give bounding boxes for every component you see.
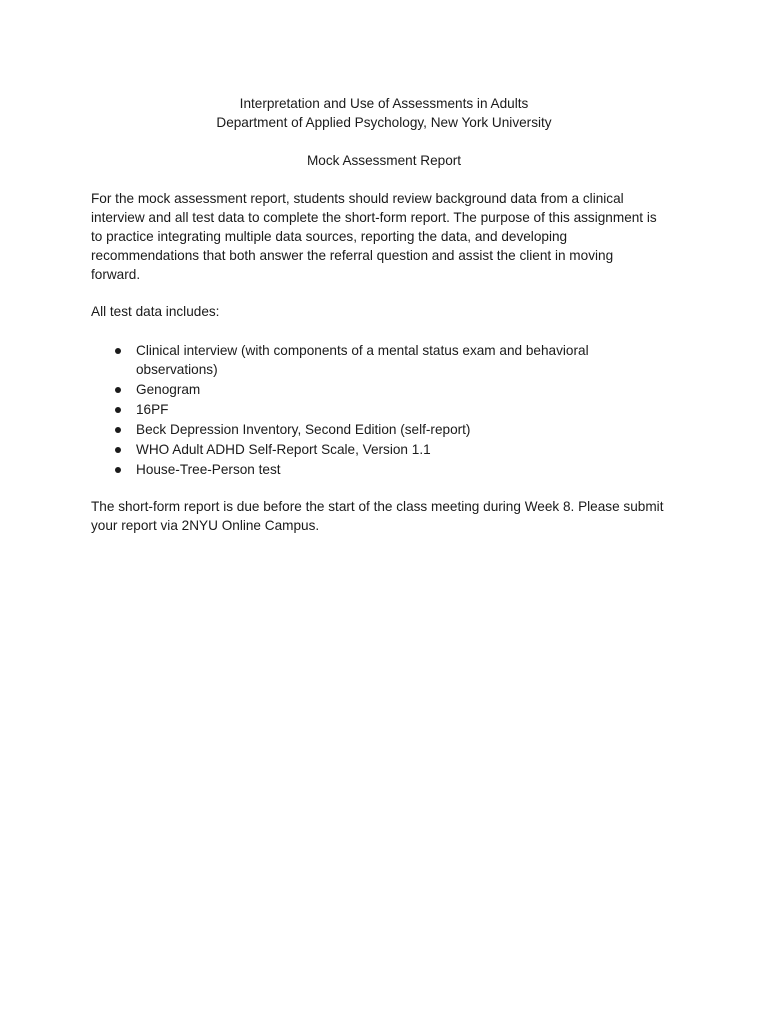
department-line: Department of Applied Psychology, New York University bbox=[216, 115, 552, 130]
list-item bbox=[91, 420, 681, 439]
bullet-icon bbox=[115, 427, 121, 433]
list-item-text: Beck Depression Inventory, Second Edition (self-report) bbox=[136, 422, 471, 437]
list-item-text: 16PF bbox=[136, 402, 169, 417]
intro-line: interview and all test data to complete the short-form report. The purpose of this assignment is bbox=[91, 210, 657, 225]
list-item-text: observations) bbox=[136, 362, 218, 377]
report-title: Mock Assessment Report bbox=[306, 153, 462, 168]
bullet-icon bbox=[115, 467, 121, 473]
intro-line: recommendations that both answer the referral question and assist the client in moving bbox=[91, 248, 614, 263]
list-item-text: Clinical interview (with components of a mental status exam and behavioral bbox=[136, 343, 589, 358]
bullet-icon bbox=[115, 447, 121, 453]
bullet-icon bbox=[115, 348, 121, 354]
closing-line: The short-form report is due before the start of the class meeting during Week 8. Please submit bbox=[91, 499, 664, 514]
list-item bbox=[91, 440, 681, 459]
closing-paragraph bbox=[91, 497, 691, 535]
document-header bbox=[0, 94, 768, 132]
list-item bbox=[91, 460, 681, 479]
list-item bbox=[91, 341, 681, 379]
intro-line: forward. bbox=[91, 267, 141, 282]
test-data-list bbox=[91, 341, 681, 480]
bullet-icon bbox=[115, 407, 121, 413]
intro-paragraph bbox=[91, 189, 681, 284]
list-item-text: House-Tree-Person test bbox=[136, 462, 281, 477]
list-item-text: Genogram bbox=[136, 382, 201, 397]
closing-line: your report via 2NYU Online Campus. bbox=[91, 518, 320, 533]
list-item bbox=[91, 380, 681, 399]
bullet-icon bbox=[115, 387, 121, 393]
intro-line: For the mock assessment report, students should review background data from a clinical bbox=[91, 191, 624, 206]
intro-line: to practice integrating multiple data sources, reporting the data, and developing bbox=[91, 229, 568, 244]
list-item bbox=[91, 400, 681, 419]
list-item-text: WHO Adult ADHD Self-Report Scale, Version 1.1 bbox=[136, 442, 431, 457]
list-lead: All test data includes: bbox=[91, 304, 220, 319]
course-title: Interpretation and Use of Assessments in Adults bbox=[239, 96, 529, 111]
